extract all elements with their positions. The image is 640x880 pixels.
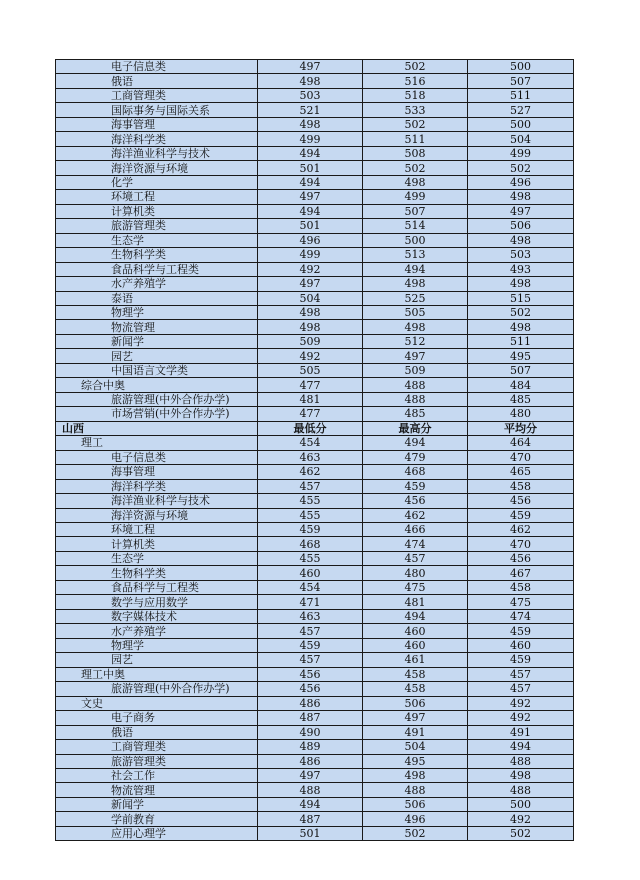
- avg-score-cell: 458: [468, 479, 574, 493]
- max-score-cell: 461: [363, 653, 468, 667]
- avg-score-cell: 502: [468, 305, 574, 319]
- avg-score-cell: 459: [468, 624, 574, 638]
- category-name: 理工: [56, 436, 258, 450]
- table-row: [56, 132, 574, 146]
- major-name: 食品科学与工程类: [56, 262, 258, 276]
- table-row: [56, 277, 574, 291]
- max-score-cell: 498: [363, 277, 468, 291]
- major-name: 水产养殖学: [56, 277, 258, 291]
- table-row: [56, 537, 574, 551]
- avg-score-cell: 511: [468, 334, 574, 348]
- min-score-cell: 499: [258, 248, 363, 262]
- avg-score-cell: 467: [468, 566, 574, 580]
- min-score-cell: 477: [258, 407, 363, 421]
- table-row: [56, 566, 574, 580]
- avg-score-cell: 500: [468, 797, 574, 811]
- max-score-cell: 514: [363, 219, 468, 233]
- province-header-row: [56, 421, 574, 435]
- avg-score-cell: 502: [468, 161, 574, 175]
- avg-score-cell: 499: [468, 146, 574, 160]
- min-score-cell: 460: [258, 566, 363, 580]
- avg-score-cell: 491: [468, 725, 574, 739]
- table-row: [56, 465, 574, 479]
- min-score-cell: 481: [258, 392, 363, 406]
- min-score-cell: 462: [258, 465, 363, 479]
- min-score-cell: 501: [258, 219, 363, 233]
- table-row: [56, 682, 574, 696]
- avg-score-cell: 492: [468, 696, 574, 710]
- table-row: [56, 624, 574, 638]
- min-score-cell: 492: [258, 262, 363, 276]
- province-name: 山西: [56, 421, 258, 435]
- major-name: 海洋科学类: [56, 479, 258, 493]
- table-row: [56, 609, 574, 623]
- major-name: 旅游管理(中外合作办学): [56, 682, 258, 696]
- min-score-cell: 501: [258, 161, 363, 175]
- max-score-cell: 495: [363, 754, 468, 768]
- major-name: 生态学: [56, 551, 258, 565]
- max-score-cell: 505: [363, 305, 468, 319]
- min-score-cell: 459: [258, 523, 363, 537]
- avg-score-cell: 456: [468, 551, 574, 565]
- table-row: [56, 754, 574, 768]
- min-score-cell: 455: [258, 508, 363, 522]
- max-score-cell: 497: [363, 349, 468, 363]
- avg-score-cell: 456: [468, 494, 574, 508]
- min-score-cell: 498: [258, 305, 363, 319]
- min-score-cell: 471: [258, 595, 363, 609]
- min-score-cell: 486: [258, 754, 363, 768]
- avg-score-cell: 480: [468, 407, 574, 421]
- major-name: 海洋资源与环境: [56, 508, 258, 522]
- min-score-cell: 505: [258, 363, 363, 377]
- max-score-cell: 458: [363, 682, 468, 696]
- min-score-cell: 456: [258, 682, 363, 696]
- min-score-cell: 487: [258, 711, 363, 725]
- avg-score-cell: 500: [468, 117, 574, 131]
- min-score-cell: 477: [258, 378, 363, 392]
- major-name: 旅游管理类: [56, 754, 258, 768]
- min-score-cell: 454: [258, 436, 363, 450]
- avg-score-cell: 493: [468, 262, 574, 276]
- min-score-cell: 486: [258, 696, 363, 710]
- table-row: [56, 812, 574, 826]
- major-name: 应用心理学: [56, 826, 258, 840]
- avg-score-cell: 492: [468, 711, 574, 725]
- avg-score-cell: 503: [468, 248, 574, 262]
- avg-score-cell: 459: [468, 653, 574, 667]
- table-row: [56, 161, 574, 175]
- avg-score-cell: 494: [468, 740, 574, 754]
- table-row: [56, 320, 574, 334]
- max-score-cell: 497: [363, 711, 468, 725]
- major-name: 数字媒体技术: [56, 609, 258, 623]
- min-score-cell: 457: [258, 479, 363, 493]
- table-row: [56, 407, 574, 421]
- table-row: [56, 595, 574, 609]
- avg-score-cell: 470: [468, 537, 574, 551]
- max-score-cell: 494: [363, 262, 468, 276]
- avg-score-cell: 504: [468, 132, 574, 146]
- avg-score-cell: 462: [468, 523, 574, 537]
- min-score-cell: 455: [258, 551, 363, 565]
- min-score-cell: 487: [258, 812, 363, 826]
- major-name: 物理学: [56, 305, 258, 319]
- max-score-cell: 466: [363, 523, 468, 537]
- category-name: 文史: [56, 696, 258, 710]
- table-row: [56, 826, 574, 840]
- max-score-cell: 500: [363, 233, 468, 247]
- max-score-cell: 533: [363, 103, 468, 117]
- major-name: 社会工作: [56, 768, 258, 782]
- max-score-cell: 508: [363, 146, 468, 160]
- category-name: 理工中奥: [56, 667, 258, 681]
- avg-score-cell: 511: [468, 88, 574, 102]
- table-row: [56, 291, 574, 305]
- avg-score-cell: 488: [468, 754, 574, 768]
- min-score-cell: 497: [258, 277, 363, 291]
- min-score-cell: 463: [258, 609, 363, 623]
- avg-score-cell: 497: [468, 204, 574, 218]
- avg-score-cell: 458: [468, 580, 574, 594]
- table-row: [56, 146, 574, 160]
- avg-score-cell: 470: [468, 450, 574, 464]
- table-row: [56, 349, 574, 363]
- avg-score-cell: 488: [468, 783, 574, 797]
- max-score-cell: 494: [363, 609, 468, 623]
- max-score-cell: 499: [363, 190, 468, 204]
- min-score-cell: 489: [258, 740, 363, 754]
- avg-score-cell: 498: [468, 190, 574, 204]
- max-score-cell: 496: [363, 812, 468, 826]
- min-score-cell: 455: [258, 494, 363, 508]
- major-name: 物流管理: [56, 783, 258, 797]
- major-name: 电子信息类: [56, 60, 258, 74]
- min-score-cell: 494: [258, 175, 363, 189]
- min-score-cell: 498: [258, 117, 363, 131]
- min-score-cell: 494: [258, 797, 363, 811]
- min-score-cell: 490: [258, 725, 363, 739]
- min-score-cell: 498: [258, 74, 363, 88]
- min-score-cell: 459: [258, 638, 363, 652]
- max-score-cell: 485: [363, 407, 468, 421]
- max-score-cell: 504: [363, 740, 468, 754]
- max-score-cell: 457: [363, 551, 468, 565]
- major-name: 旅游管理(中外合作办学): [56, 392, 258, 406]
- major-name: 海洋资源与环境: [56, 161, 258, 175]
- major-name: 水产养殖学: [56, 624, 258, 638]
- avg-score-cell: 459: [468, 508, 574, 522]
- major-name: 园艺: [56, 653, 258, 667]
- major-name: 环境工程: [56, 523, 258, 537]
- max-score-cell: 506: [363, 797, 468, 811]
- table-row: [56, 580, 574, 594]
- max-score-cell: 502: [363, 826, 468, 840]
- table-row: [56, 638, 574, 652]
- max-score-cell: 488: [363, 378, 468, 392]
- major-name: 食品科学与工程类: [56, 580, 258, 594]
- max-score-cell: 462: [363, 508, 468, 522]
- table-row: [56, 740, 574, 754]
- max-score-cell: 516: [363, 74, 468, 88]
- major-name: 计算机类: [56, 204, 258, 218]
- table-row: [56, 305, 574, 319]
- table-row: [56, 508, 574, 522]
- max-score-cell: 459: [363, 479, 468, 493]
- avg-score-cell: 495: [468, 349, 574, 363]
- min-score-cell: 492: [258, 349, 363, 363]
- min-score-cell: 497: [258, 190, 363, 204]
- max-score-cell: 488: [363, 392, 468, 406]
- avg-score-cell: 515: [468, 291, 574, 305]
- major-name: 海事管理: [56, 465, 258, 479]
- min-score-cell: 457: [258, 624, 363, 638]
- table-row: [56, 175, 574, 189]
- major-name: 工商管理类: [56, 88, 258, 102]
- max-score-cell: 474: [363, 537, 468, 551]
- avg-score-cell: 498: [468, 320, 574, 334]
- table-row: [56, 190, 574, 204]
- avg-score-cell: 496: [468, 175, 574, 189]
- min-score-cell: 499: [258, 132, 363, 146]
- major-name: 电子商务: [56, 711, 258, 725]
- min-score-cell: 503: [258, 88, 363, 102]
- min-score-cell: 501: [258, 826, 363, 840]
- major-name: 计算机类: [56, 537, 258, 551]
- table-row: [56, 494, 574, 508]
- major-name: 化学: [56, 175, 258, 189]
- max-score-cell: 481: [363, 595, 468, 609]
- max-score-cell: 468: [363, 465, 468, 479]
- avg-score-cell: 507: [468, 363, 574, 377]
- min-score-cell: 494: [258, 146, 363, 160]
- avg-score-cell: 507: [468, 74, 574, 88]
- max-score-cell: 502: [363, 60, 468, 74]
- avg-score-cell: 460: [468, 638, 574, 652]
- major-name: 环境工程: [56, 190, 258, 204]
- max-score-cell: 513: [363, 248, 468, 262]
- major-name: 新闻学: [56, 334, 258, 348]
- table-row: [56, 667, 574, 681]
- max-score-cell: 506: [363, 696, 468, 710]
- major-name: 电子信息类: [56, 450, 258, 464]
- max-score-cell: 525: [363, 291, 468, 305]
- min-score-cell: 494: [258, 204, 363, 218]
- max-score-cell: 512: [363, 334, 468, 348]
- min-score-cell: 498: [258, 320, 363, 334]
- max-score-cell: 460: [363, 638, 468, 652]
- major-name: 市场营销(中外合作办学): [56, 407, 258, 421]
- avg-score-cell: 492: [468, 812, 574, 826]
- avg-score-cell: 464: [468, 436, 574, 450]
- table-row: [56, 551, 574, 565]
- max-score-cell: 475: [363, 580, 468, 594]
- min-score-cell: 504: [258, 291, 363, 305]
- table-row: [56, 783, 574, 797]
- major-name: 旅游管理类: [56, 219, 258, 233]
- major-name: 物流管理: [56, 320, 258, 334]
- avg-score-cell: 457: [468, 682, 574, 696]
- max-score-cell: 498: [363, 175, 468, 189]
- max-score-cell: 502: [363, 161, 468, 175]
- min-score-cell: 463: [258, 450, 363, 464]
- avg-score-cell: 484: [468, 378, 574, 392]
- table-row: [56, 436, 574, 450]
- table-row: [56, 378, 574, 392]
- table-row: [56, 334, 574, 348]
- max-score-cell: 458: [363, 667, 468, 681]
- max-score-cell: 509: [363, 363, 468, 377]
- table-row: [56, 248, 574, 262]
- table-row: [56, 363, 574, 377]
- major-name: 俄语: [56, 74, 258, 88]
- table-row: [56, 725, 574, 739]
- avg-score-cell: 502: [468, 826, 574, 840]
- table-row: [56, 88, 574, 102]
- avg-score-cell: 498: [468, 233, 574, 247]
- max-score-header: 最高分: [363, 421, 468, 435]
- table-row: [56, 219, 574, 233]
- min-score-cell: 521: [258, 103, 363, 117]
- table-row: [56, 392, 574, 406]
- min-score-cell: 457: [258, 653, 363, 667]
- major-name: 物理学: [56, 638, 258, 652]
- major-name: 生态学: [56, 233, 258, 247]
- table-row: [56, 768, 574, 782]
- min-score-cell: 496: [258, 233, 363, 247]
- major-name: 海洋渔业科学与技术: [56, 494, 258, 508]
- table-row: [56, 74, 574, 88]
- table-row: [56, 523, 574, 537]
- table-row: [56, 60, 574, 74]
- table-row: [56, 696, 574, 710]
- table-row: [56, 233, 574, 247]
- major-name: 俄语: [56, 725, 258, 739]
- table-row: [56, 117, 574, 131]
- table-row: [56, 450, 574, 464]
- table-row: [56, 797, 574, 811]
- major-name: 数学与应用数学: [56, 595, 258, 609]
- avg-score-cell: 506: [468, 219, 574, 233]
- score-table: [55, 59, 574, 841]
- avg-score-header: 平均分: [468, 421, 574, 435]
- table-row: [56, 711, 574, 725]
- major-name: 泰语: [56, 291, 258, 305]
- max-score-cell: 491: [363, 725, 468, 739]
- max-score-cell: 498: [363, 320, 468, 334]
- min-score-cell: 488: [258, 783, 363, 797]
- table-row: [56, 262, 574, 276]
- min-score-cell: 456: [258, 667, 363, 681]
- avg-score-cell: 465: [468, 465, 574, 479]
- max-score-cell: 479: [363, 450, 468, 464]
- avg-score-cell: 475: [468, 595, 574, 609]
- max-score-cell: 494: [363, 436, 468, 450]
- max-score-cell: 502: [363, 117, 468, 131]
- table-row: [56, 103, 574, 117]
- max-score-cell: 507: [363, 204, 468, 218]
- major-name: 中国语言文学类: [56, 363, 258, 377]
- major-name: 工商管理类: [56, 740, 258, 754]
- avg-score-cell: 457: [468, 667, 574, 681]
- major-name: 生物科学类: [56, 248, 258, 262]
- score-table-body: [56, 60, 574, 841]
- min-score-cell: 497: [258, 60, 363, 74]
- min-score-cell: 454: [258, 580, 363, 594]
- avg-score-cell: 527: [468, 103, 574, 117]
- max-score-cell: 460: [363, 624, 468, 638]
- major-name: 海事管理: [56, 117, 258, 131]
- major-name: 国际事务与国际关系: [56, 103, 258, 117]
- major-name: 新闻学: [56, 797, 258, 811]
- major-name: 生物科学类: [56, 566, 258, 580]
- max-score-cell: 456: [363, 494, 468, 508]
- max-score-cell: 480: [363, 566, 468, 580]
- min-score-cell: 509: [258, 334, 363, 348]
- max-score-cell: 488: [363, 783, 468, 797]
- max-score-cell: 498: [363, 768, 468, 782]
- avg-score-cell: 498: [468, 768, 574, 782]
- avg-score-cell: 500: [468, 60, 574, 74]
- avg-score-cell: 498: [468, 277, 574, 291]
- table-row: [56, 653, 574, 667]
- major-name: 学前教育: [56, 812, 258, 826]
- max-score-cell: 518: [363, 88, 468, 102]
- max-score-cell: 511: [363, 132, 468, 146]
- major-name: 海洋渔业科学与技术: [56, 146, 258, 160]
- min-score-header: 最低分: [258, 421, 363, 435]
- avg-score-cell: 474: [468, 609, 574, 623]
- min-score-cell: 468: [258, 537, 363, 551]
- major-name: 海洋科学类: [56, 132, 258, 146]
- table-row: [56, 204, 574, 218]
- major-name: 园艺: [56, 349, 258, 363]
- table-row: [56, 479, 574, 493]
- min-score-cell: 497: [258, 768, 363, 782]
- avg-score-cell: 485: [468, 392, 574, 406]
- category-name: 综合中奥: [56, 378, 258, 392]
